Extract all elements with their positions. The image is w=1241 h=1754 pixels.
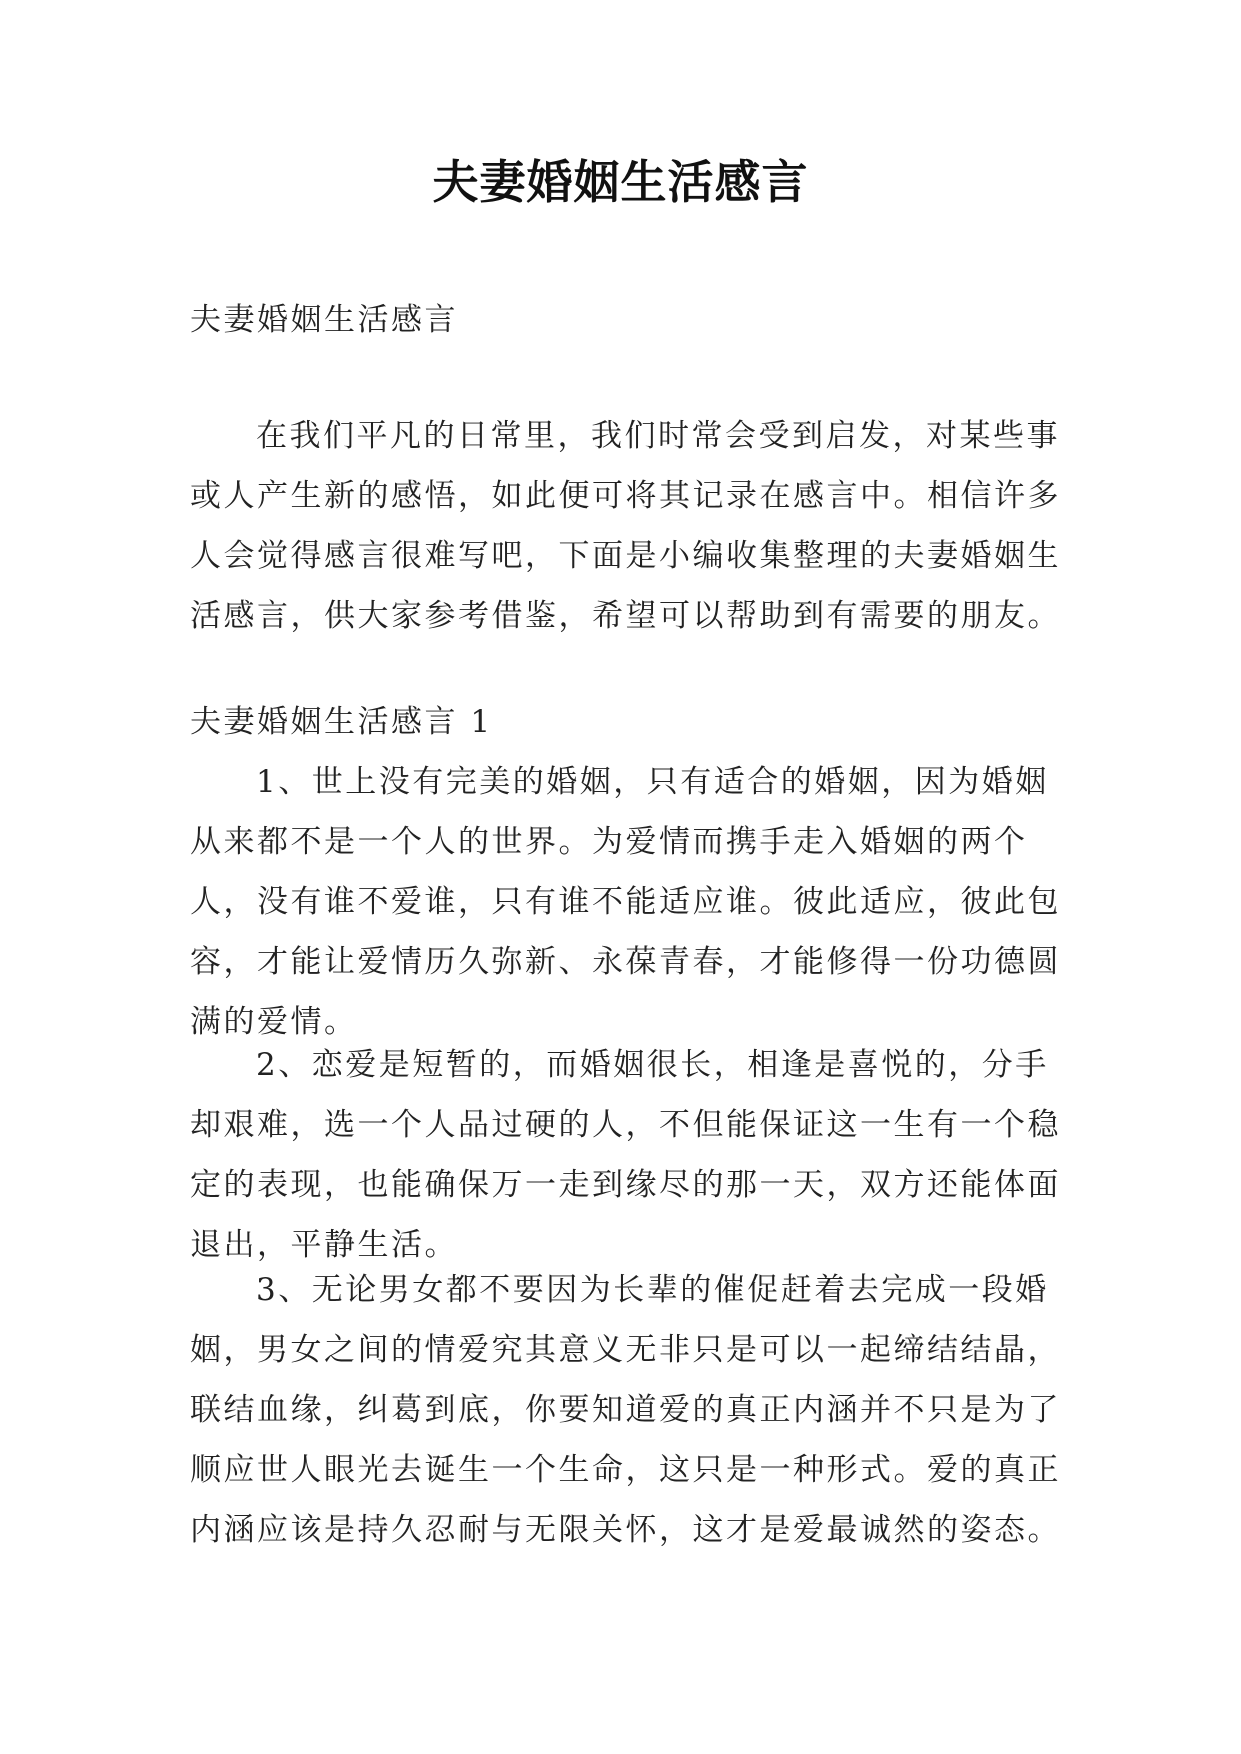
- document-subtitle: 夫妻婚姻生活感言: [190, 302, 458, 338]
- section-heading: 夫妻婚姻生活感言 1: [190, 704, 493, 740]
- document-title: 夫妻婚姻生活感言: [432, 155, 809, 209]
- list-item-3: 3、无论男女都不要因为长辈的催促赶着去完成一段婚姻，男女之间的情爱究其意义无非只是可以一起缔结结晶，联结血缘，纠葛到底，你要知道爱的真正内涵并不只是为了顺应世人眼光去诞生一个生命，这只是一种形式。爱的真正内涵应该是持久忍耐与无限关怀，这才是爱最诚然的姿态。: [190, 1272, 1061, 1548]
- intro-paragraph: 在我们平凡的日常里，我们时常会受到启发，对某些事或人产生新的感悟，如此便可将其记录在感言中。相信许多人会觉得感言很难写吧，下面是小编收集整理的夫妻婚姻生活感言，供大家参考借鉴，希望可以帮助到有需要的朋友。: [190, 418, 1061, 634]
- list-item-2: 2、恋爱是短暂的，而婚姻很长，相逢是喜悦的，分手却艰难，选一个人品过硬的人，不但能保证这一生有一个稳定的表现，也能确保万一走到缘尽的那一天，双方还能体面退出，平静生活。: [190, 1047, 1061, 1263]
- list-item-1: 1、世上没有完美的婚姻，只有适合的婚姻，因为婚姻从来都不是一个人的世界。为爱情而携手走入婚姻的两个人，没有谁不爱谁，只有谁不能适应谁。彼此适应，彼此包容，才能让爱情历久弥新、永葆青春，才能修得一份功德圆满的爱情。: [190, 764, 1061, 1040]
